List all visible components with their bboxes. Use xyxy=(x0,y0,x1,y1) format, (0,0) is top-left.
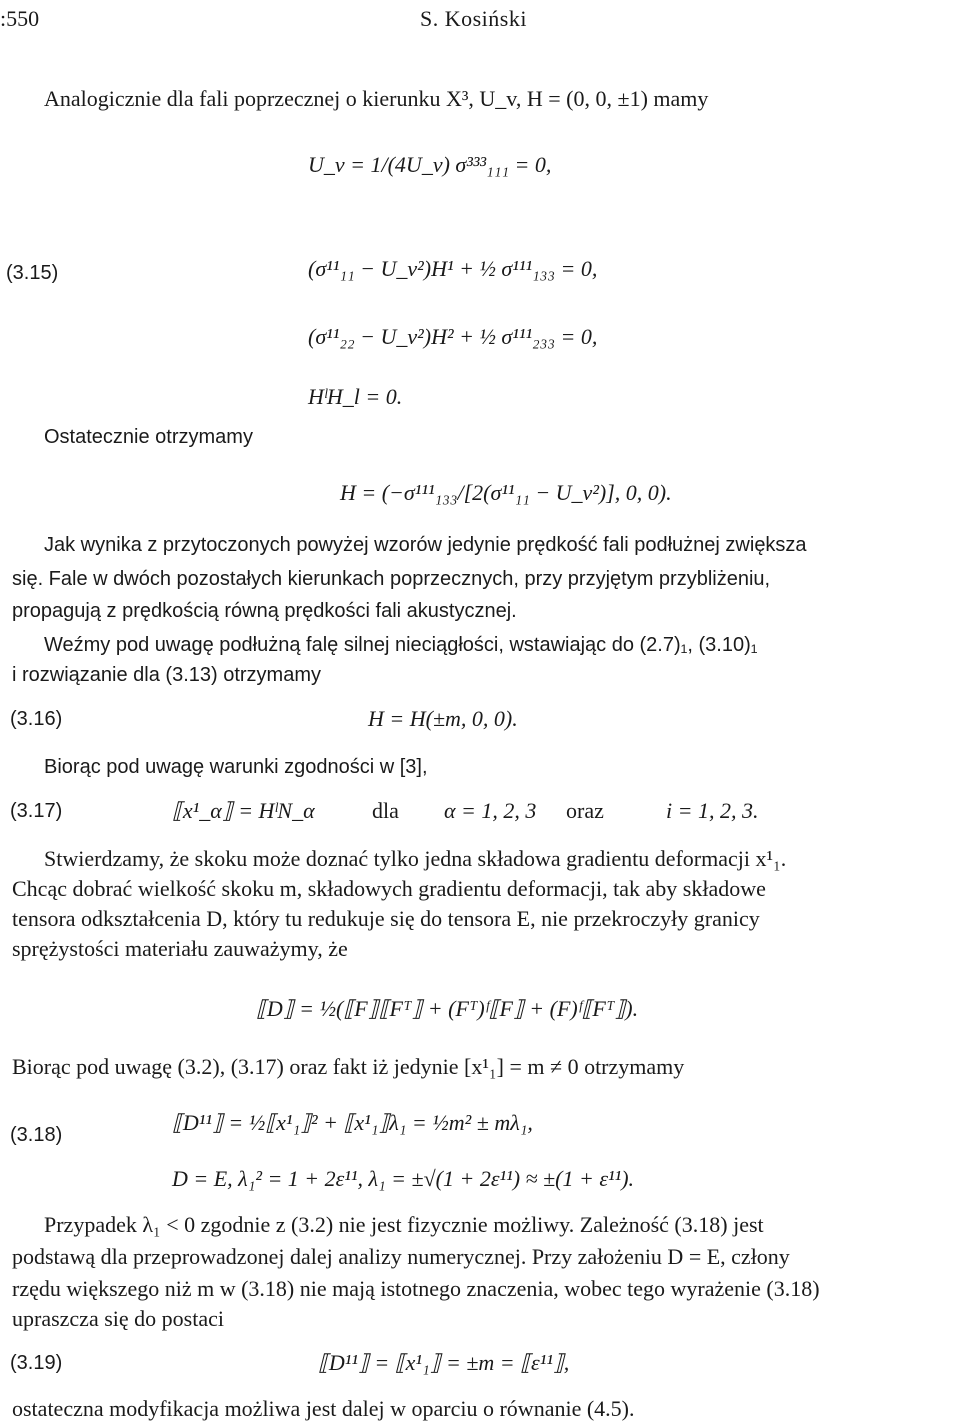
para2-line2: i rozwiązanie dla (3.13) otrzymamy xyxy=(12,664,321,686)
para6-line1: Przypadek λ₁ < 0 zgodnie z (3.2) nie jest fizycznie możliwy. Zależność (3.18) jest xyxy=(44,1212,764,1237)
running-author: S. Kosiński xyxy=(420,6,527,31)
eq-3-17-oraz: oraz xyxy=(566,798,604,823)
para4-line1: Stwierdzamy, że skoku może doznać tylko jedna składowa gradientu deformacji x¹₁. xyxy=(44,846,787,871)
eq-3-17-equation: ⟦x¹_α⟧ = HˡN_α xyxy=(172,798,315,823)
para7-text: ostateczna modyfikacja możliwa jest dalej w oparciu o równanie (4.5). xyxy=(12,1396,635,1421)
para1-line2: się. Fale w dwóch pozostałych kierunkach poprzecznych, przy przyjętym przybliżeniu, xyxy=(12,568,771,590)
para1-line3: propagują z prędkością równą prędkości fali akustycznej. xyxy=(12,600,517,622)
eq-3-17-label: (3.17) xyxy=(10,800,63,822)
para6-line3: rzędu większego niż m w (3.18) nie mają istotnego znaczenia, wobec tego wyrażenie (3.18) xyxy=(12,1276,820,1301)
finally-equation: H = (−σ¹¹¹₁₃₃/[2(σ¹¹₁₁ − U_v²)], 0, 0). xyxy=(340,480,672,505)
eq-3-18-label: (3.18) xyxy=(10,1124,63,1146)
eq-3-15-line3: (σ¹¹₂₂ − U_v²)H² + ½ σ¹¹¹₂₃₃ = 0, xyxy=(308,324,598,349)
eq-3-17-cond1: α = 1, 2, 3 xyxy=(444,798,537,823)
eq-3-15-label: (3.15) xyxy=(6,262,59,284)
eq-3-19-equation: ⟦D¹¹⟧ = ⟦x¹₁⟧ = ±m = ⟦ε¹¹⟧, xyxy=(318,1350,570,1375)
para6-line4: upraszcza się do postaci xyxy=(12,1306,224,1331)
finally-text: Ostatecznie otrzymamy xyxy=(44,426,253,448)
eq-3-17-cond2: i = 1, 2, 3. xyxy=(666,798,759,823)
eq-3-18-line2: D = E, λ₁² = 1 + 2ε¹¹, λ₁ = ±√(1 + 2ε¹¹) ≈ ±(1 + ε¹¹). xyxy=(172,1166,635,1191)
eq-3-19-label: (3.19) xyxy=(10,1352,63,1374)
para6-line2: podstawą dla przeprowadzonej dalej analizy numerycznej. Przy założeniu D = E, człony xyxy=(12,1244,790,1269)
eq-3-16-label: (3.16) xyxy=(10,708,63,730)
eq-D-equation: ⟦D⟧ = ½(⟦F⟧⟦Fᵀ⟧ + (Fᵀ)ᶠ⟦F⟧ + (F)ᶠ⟦Fᵀ⟧). xyxy=(256,996,639,1021)
para4-line4: sprężystości materiału zauważymy, że xyxy=(12,936,348,961)
page-number: :550 xyxy=(0,6,40,31)
para1-line1: Jak wynika z przytoczonych powyżej wzorów jedynie prędkość fali podłużnej zwiększa xyxy=(44,534,807,556)
para3-text: Biorąc pod uwagę warunki zgodności w [3], xyxy=(44,756,428,778)
intro-text: Analogicznie dla fali poprzecznej o kierunku X³, U_v, H = (0, 0, ±1) mamy xyxy=(44,86,709,111)
para4-line2: Chcąc dobrać wielkość skoku m, składowych gradientu deformacji, tak aby składowe xyxy=(12,876,766,901)
eq-3-18-line1: ⟦D¹¹⟧ = ½⟦x¹₁⟧² + ⟦x¹₁⟧λ₁ = ½m² ± mλ₁, xyxy=(172,1110,533,1135)
eq-3-15-line1: U_v = 1/(4U_v) σ³³³₁₁₁ = 0, xyxy=(308,152,552,177)
eq-3-16-equation: H = H(±m, 0, 0). xyxy=(368,706,518,731)
eq-3-17-dla: dla xyxy=(372,798,399,823)
para5-text: Biorąc pod uwagę (3.2), (3.17) oraz fakt iż jedynie [x¹₁] = m ≠ 0 otrzymamy xyxy=(12,1054,685,1079)
para2-line1: Weźmy pod uwagę podłużną falę silnej nieciągłości, wstawiając do (2.7)₁, (3.10)₁ xyxy=(44,634,758,656)
eq-3-15-line2: (σ¹¹₁₁ − U_v²)H¹ + ½ σ¹¹¹₁₃₃ = 0, xyxy=(308,256,598,281)
eq-3-15-line4: HˡH_l = 0. xyxy=(308,384,403,409)
para4-line3: tensora odkształcenia D, który tu redukuje się do tensora E, nie przekroczyły granicy xyxy=(12,906,760,931)
